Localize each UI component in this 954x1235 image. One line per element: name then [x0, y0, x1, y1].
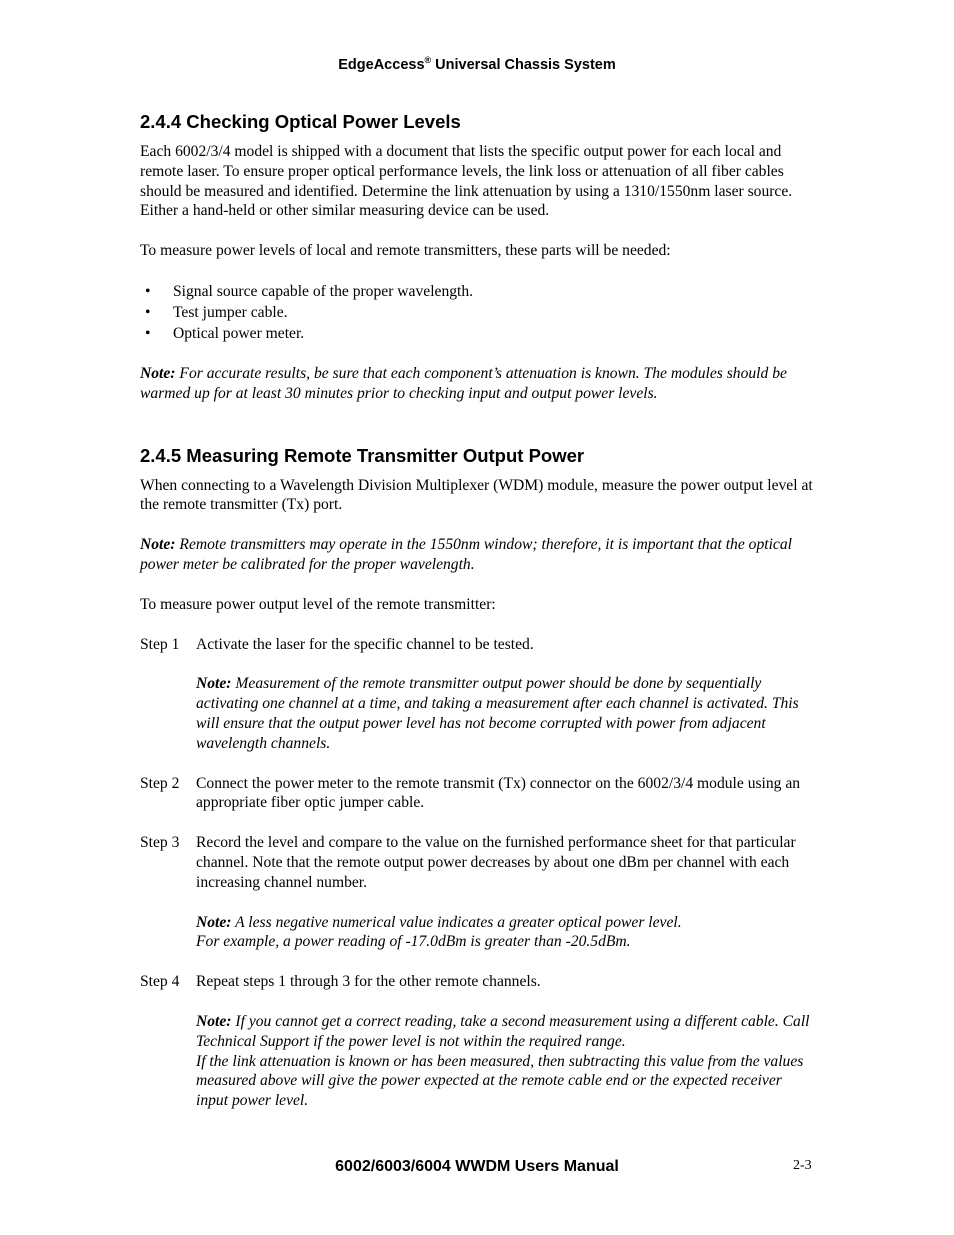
list-item: • Test jumper cable.	[145, 303, 288, 321]
note: Note: Remote transmitters may operate in the 1550nm window; therefore, it is important that the optical power meter be calibrated for the proper wavelength.	[140, 536, 792, 573]
step-note: Note: Measurement of the remote transmitter output power should be done by sequentially activating one channel at a time, and taking a measurement after each channel is activated. This will ensure that the output power level has not become corrupted with power from adjacent wavelength channels.	[196, 675, 799, 752]
section-heading-2-4-5: 2.4.5 Measuring Remote Transmitter Output Power	[140, 444, 585, 466]
step-number: Step 1	[140, 635, 180, 653]
running-header	[0, 55, 954, 73]
list-item: • Optical power meter.	[145, 324, 305, 342]
page-number: 2-3	[793, 1158, 812, 1173]
step-text: Activate the laser for the specific channel to be tested.	[196, 635, 534, 653]
registered-mark: ®	[424, 55, 432, 65]
step-1	[140, 635, 816, 655]
step-4	[140, 972, 816, 992]
step-number: Step 4	[140, 973, 180, 991]
step-text: Record the level and compare to the value on the furnished performance sheet for that particular channel. Note that the remote output power decreases by about one dBm per channel with each increasing channel number.	[196, 834, 796, 891]
bullet-icon: •	[145, 303, 151, 321]
step-3	[140, 833, 816, 892]
paragraph: When connecting to a Wavelength Division Multiplexer (WDM) module, measure the power output level at the remote transmitter (Tx) port.	[140, 476, 813, 514]
parts-list	[140, 281, 816, 344]
header-title-rest: Universal Chassis System	[431, 57, 616, 73]
step-2	[140, 774, 816, 814]
step-note: Note: If you cannot get a correct reading, take a second measurement using a different cable. Call Technical Support if the power level is not within the required range. If the link attenuation is known or has been measured, then subtracting this value from the values measured above will give the power expected at the remote cable end or the expected receiver input power level.	[196, 1012, 810, 1110]
step-number: Step 2	[140, 774, 180, 792]
page-body	[140, 110, 816, 1111]
paragraph: To measure power output level of the remote transmitter:	[140, 595, 496, 613]
list-item: • Signal source capable of the proper wavelength.	[145, 282, 474, 300]
note-label: Note:	[196, 913, 232, 931]
bullet-icon: •	[145, 324, 151, 342]
header-title: EdgeAccess	[338, 57, 425, 73]
note-label: Note:	[140, 364, 176, 382]
step-number: Step 3	[140, 834, 180, 852]
paragraph: Each 6002/3/4 model is shipped with a document that lists the specific output power for each local and remote laser. To ensure proper optical performance levels, the link loss or attenuation of all fiber cables should be measured and identified. Determine the link attenuation by using a 1310/1550nm laser source. Either a hand-held or other similar measuring device can be used.	[140, 143, 793, 220]
running-footer-title: 6002/6003/6004 WWDM Users Manual	[335, 1158, 619, 1175]
step-note: Note: A less negative numerical value indicates a greater optical power level. For example, a power reading of -17.0dBm is greater than -20.5dBm.	[196, 913, 682, 951]
step-text: Connect the power meter to the remote transmit (Tx) connector on the 6002/3/4 module using an appropriate fiber optic jumper cable.	[196, 774, 801, 812]
bullet-icon: •	[145, 282, 151, 300]
note: Note: For accurate results, be sure that each component’s attenuation is known. The modules should be warmed up for at least 30 minutes prior to checking input and output power levels.	[140, 364, 787, 402]
note-label: Note:	[196, 1012, 232, 1030]
section-heading-2-4-4: 2.4.4 Checking Optical Power Levels	[140, 111, 461, 132]
note-label: Note:	[140, 536, 176, 554]
step-text: Repeat steps 1 through 3 for the other remote channels.	[196, 973, 541, 991]
note-label: Note:	[196, 675, 232, 693]
paragraph: To measure power levels of local and remote transmitters, these parts will be needed:	[140, 242, 671, 260]
